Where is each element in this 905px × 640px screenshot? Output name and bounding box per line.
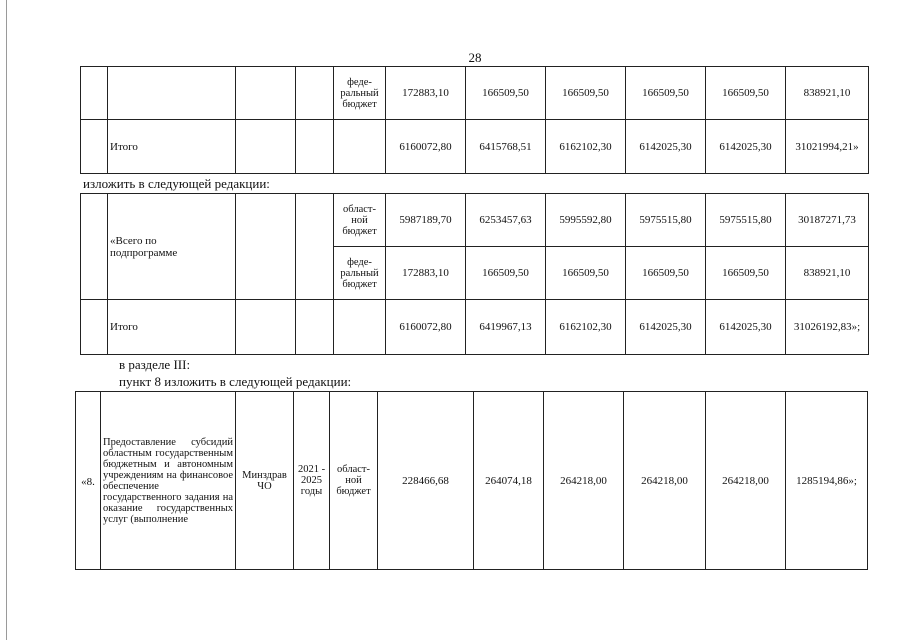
value-cell: 838921,10	[786, 247, 869, 300]
value-cell: 6162102,30	[546, 300, 626, 355]
funding-source-cell: област- ной бюджет	[330, 392, 378, 570]
value-cell: 6142025,30	[706, 120, 786, 174]
funding-source-cell: феде- ральный бюджет	[334, 67, 386, 120]
measure-description: Предоставление субсидий областным государственным бюджетным и автономным учреждениям на финансовое обеспечение государственного задания на оказание государственных услуг (выполнение	[101, 392, 236, 570]
value-cell: 166509,50	[626, 67, 706, 120]
value-cell: 6160072,80	[386, 300, 466, 355]
value-cell: 31021994,21»	[786, 120, 869, 174]
page-edge	[6, 0, 7, 640]
value-cell: 166509,50	[626, 247, 706, 300]
page-number: 28	[468, 50, 482, 65]
value-cell: 166509,50	[706, 67, 786, 120]
value-cell: 172883,10	[386, 247, 466, 300]
value-cell: 166509,50	[706, 247, 786, 300]
subprogram-total-label: «Всего по подпрограмме	[108, 194, 236, 300]
value-cell: 6142025,30	[706, 300, 786, 355]
value-cell: 264218,00	[624, 392, 706, 570]
value-cell: 31026192,83»;	[786, 300, 869, 355]
value-cell: 6415768,51	[466, 120, 546, 174]
instruction-text: изложить в следующей редакции:	[83, 176, 270, 191]
item-number: «8.	[76, 392, 101, 570]
measure-table	[75, 391, 868, 570]
funding-source-cell: феде- ральный бюджет	[334, 247, 386, 300]
total-label: Итого	[108, 120, 236, 174]
value-cell: 5987189,70	[386, 194, 466, 247]
value-cell: 6253457,63	[466, 194, 546, 247]
value-cell: 1285194,86»;	[786, 392, 868, 570]
value-cell: 264218,00	[544, 392, 624, 570]
value-cell: 166509,50	[546, 247, 626, 300]
period-cell: 2021 - 2025 годы	[294, 392, 330, 570]
table-row	[81, 120, 869, 174]
value-cell: 5975515,80	[626, 194, 706, 247]
funding-source-cell: област- ной бюджет	[334, 194, 386, 247]
value-cell: 228466,68	[378, 392, 474, 570]
table-row	[81, 67, 869, 120]
value-cell: 166509,50	[546, 67, 626, 120]
value-cell: 6160072,80	[386, 120, 466, 174]
value-cell: 6142025,30	[626, 300, 706, 355]
point-instruction: пункт 8 изложить в следующей редакции:	[119, 374, 352, 389]
value-cell: 264218,00	[706, 392, 786, 570]
table-row	[81, 300, 869, 355]
value-cell: 6419967,13	[466, 300, 546, 355]
section-reference: в разделе III:	[119, 357, 191, 372]
value-cell: 5975515,80	[706, 194, 786, 247]
value-cell: 6142025,30	[626, 120, 706, 174]
table-row	[76, 392, 868, 570]
value-cell: 166509,50	[466, 247, 546, 300]
value-cell: 166509,50	[466, 67, 546, 120]
value-cell: 5995592,80	[546, 194, 626, 247]
budget-table-continuation	[80, 66, 869, 174]
funding-source-cell	[334, 120, 386, 174]
value-cell: 6162102,30	[546, 120, 626, 174]
funding-source-cell	[334, 300, 386, 355]
budget-table-new-edition	[80, 193, 869, 355]
total-label: Итого	[108, 300, 236, 355]
table-row	[81, 194, 869, 247]
value-cell: 30187271,73	[786, 194, 869, 247]
value-cell: 264074,18	[474, 392, 544, 570]
value-cell: 172883,10	[386, 67, 466, 120]
value-cell: 838921,10	[786, 67, 869, 120]
executor-cell: Минздрав ЧО	[236, 392, 294, 570]
